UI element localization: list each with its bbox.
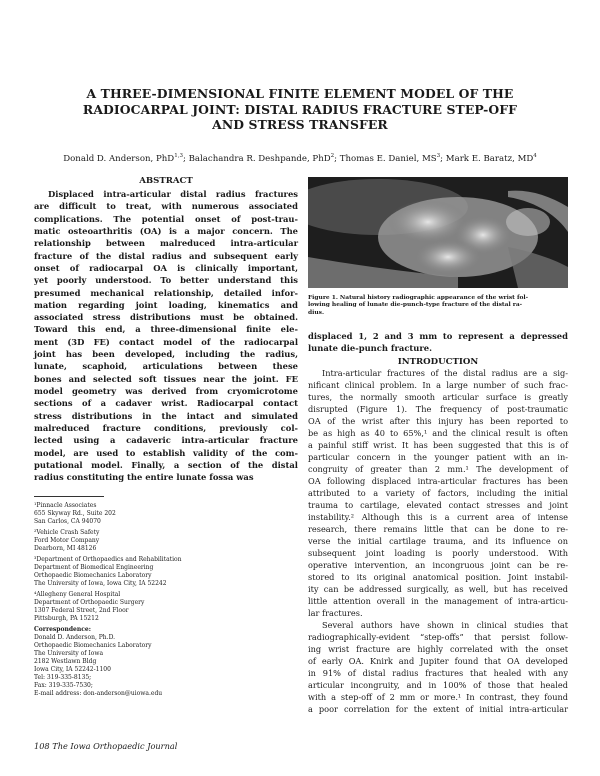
paper-title	[60, 86, 540, 133]
footnote-divider	[34, 496, 104, 497]
affiliation-line: Pittsburgh, PA 15212	[34, 615, 99, 622]
abstract-line: radius constituting the entire lunate fossa was	[34, 472, 254, 483]
introduction-line: Several authors have shown in clinical studies that	[322, 619, 568, 630]
affiliation-line: Department of Biomedical Engineering	[34, 564, 154, 571]
introduction-heading: INTRODUCTION	[397, 357, 479, 367]
abstract-line: putational model. Finally, a section of the distal	[34, 459, 298, 470]
introduction-text	[308, 368, 568, 716]
page-footer: 108 The Iowa Orthopaedic Journal	[34, 741, 178, 751]
introduction-line: articular incongruity, and in 100% of those that healed	[308, 679, 568, 690]
introduction-line: instability.² Although this is a current area of intense	[308, 511, 568, 522]
introduction-line: radiographically-evident “step-offs” that persist follow-	[308, 631, 568, 642]
introduction-line: in 91% of distal radius fractures that healed with any	[308, 667, 568, 678]
abstract-line: lunate die-punch fracture.	[308, 343, 433, 353]
caption-line: Figure 1. Natural history radiographic appearance of the wrist fol-	[308, 294, 529, 301]
abstract-line: complications. The potential onset of post-trau-	[34, 213, 298, 224]
introduction-line: a painful stiff wrist. It has been suggested that this is of	[308, 439, 568, 450]
affiliation-line: San Carlos, CA 94070	[34, 518, 101, 525]
radiograph-image	[308, 177, 568, 288]
introduction-line: particular concern in the younger patient with an in-	[308, 451, 568, 462]
affiliation-line: Department of Orthopaedic Surgery	[34, 599, 145, 606]
introduction-line: congruity of greater than 2 mm.¹ The development of	[308, 463, 568, 474]
introduction-line: of early OA. Knirk and Jupiter found that OA developed	[308, 655, 568, 666]
affiliation-line: The University of Iowa, Iowa City, IA 52242	[34, 580, 167, 587]
affiliation-line: Orthopaedic Biomechanics Laboratory	[34, 572, 152, 579]
title-line: AND STRESS TRANSFER	[212, 117, 388, 132]
correspondence-line: 2182 Westlawn Bldg	[34, 658, 97, 665]
title-line: RADIOCARPAL JOINT: DISTAL RADIUS FRACTURE STEP-OFF	[82, 101, 518, 117]
abstract-line: fracture of the distal radius and subsequent early	[34, 250, 298, 261]
affiliation-mark: 3	[436, 153, 441, 159]
abstract-line: relationship between malreduced intra-articular	[34, 238, 298, 249]
introduction-line: tures, the normally smooth articular surface is greatly	[308, 391, 568, 402]
affiliation-line: 655 Skyway Rd., Suite 202	[34, 510, 116, 517]
affiliation-line: ¹Pinnacle Associates	[34, 502, 97, 509]
abstract-heading: ABSTRACT	[139, 176, 193, 186]
figure-caption	[308, 294, 568, 316]
affiliation-line: ⁴Allegheny General Hospital	[34, 591, 121, 598]
introduction-line: little attention overall in the management of intra-articu-	[308, 595, 568, 606]
correspondence-line: Tel: 319-335-8135;	[34, 674, 92, 681]
abstract-line: presumed mechanical relationship, detailed infor-	[34, 287, 298, 298]
abstract-line: matic osteoarthritis (OA) is a major concern. The	[34, 225, 298, 236]
introduction-line: research, there remains little that can be done to re-	[308, 523, 568, 534]
affiliation-footnotes	[34, 502, 298, 701]
abstract-line: stress distributions in the intact and simulated	[34, 410, 298, 421]
introduction-line: subsequent joint loading is poorly understood. With	[308, 547, 568, 558]
abstract-line: Displaced intra-articular distal radius fractures	[48, 189, 298, 199]
affiliation-line: ³Department of Orthopaedics and Rehabilitation	[34, 556, 182, 563]
abstract-line: sections of a cadaver wrist. Radiocarpal contact	[34, 398, 298, 409]
abstract-line: lunate, scaphoid, articulations between these	[34, 361, 298, 372]
author-name: ; Balachandra R. Deshpande, PhD	[182, 153, 331, 164]
correspondence-line: Donald D. Anderson, Ph.D.	[34, 634, 116, 641]
introduction-line: trauma to cartilage, elevated contact stresses and joint	[308, 499, 568, 510]
affiliation-mark: 4	[533, 153, 537, 159]
introduction-line: ing wrist fracture are highly correlated with the onset	[308, 643, 568, 654]
correspondence-heading: Correspondence:	[34, 626, 91, 633]
abstract-line: malreduced fracture conditions, previously col-	[34, 422, 298, 433]
correspondence-line: Orthopaedic Biomechanics Laboratory	[34, 642, 152, 649]
abstract-line: ment (3D FE) contact model of the radiocarpal	[34, 336, 298, 347]
affiliation-mark: 2	[330, 153, 335, 159]
introduction-line: OA of the wrist after this injury has been reported to	[308, 415, 568, 426]
abstract-line: mation regarding joint loading, kinematics and	[34, 299, 298, 310]
abstract-line: model, are used to establish validity of the com-	[34, 447, 298, 458]
abstract-text	[34, 188, 298, 484]
affiliation-line: ²Vehicle Crash Safety	[34, 529, 100, 536]
affiliation-block	[34, 591, 298, 623]
correspondence-line: E-mail address: don-anderson@uiowa.edu	[34, 690, 163, 697]
affiliation-block	[34, 529, 298, 553]
title-line: A THREE-DIMENSIONAL FINITE ELEMENT MODEL OF THE	[86, 86, 514, 101]
introduction-line: ity can be addressed surgically, as well, but has received	[308, 583, 568, 594]
author-name: ; Thomas E. Daniel, MS	[334, 153, 437, 164]
correspondence-block	[34, 626, 298, 698]
correspondence-line: Fax: 319-335-7530;	[34, 682, 93, 689]
correspondence-line: Iowa City, IA 52242-1100	[34, 666, 111, 673]
abstract-line: model geometry was derived from cryomicrotome	[34, 386, 298, 396]
affiliation-line: Ford Motor Company	[34, 537, 100, 544]
introduction-line: nificant clinical problem. In a large number of such frac-	[308, 379, 568, 390]
introduction-line: be as high as 40 to 65%,¹ and the clinical result is often	[308, 427, 568, 438]
abstract-line: associated stress distributions must be obtained.	[34, 312, 298, 323]
introduction-line: stored to its original anatomical position. Joint instabil-	[308, 571, 568, 582]
abstract-line: joint has been developed, including the radius,	[34, 349, 298, 360]
caption-line: lowing healing of lunate die-punch-type fracture of the distal ra-	[308, 301, 523, 309]
introduction-line: Intra-articular fractures of the distal radius are a sig-	[322, 368, 568, 378]
affiliation-line: Dearborn, MI 48126	[34, 545, 97, 552]
correspondence-line: The University of Iowa	[34, 650, 104, 657]
introduction-line: with a step-off of 2 mm or more.¹ In contrast, they found	[308, 691, 568, 702]
affiliation-block	[34, 556, 298, 588]
introduction-line: verse the initial cartilage trauma, and its influence on	[308, 535, 568, 546]
caption-line: dius.	[308, 308, 325, 316]
wrist-radiograph-figure	[308, 177, 568, 288]
introduction-line: a poor correlation for the extent of initial intra-articular	[308, 703, 568, 714]
author-name: Donald D. Anderson, PhD	[63, 153, 175, 164]
author-name: ; Mark E. Baratz, MD	[440, 153, 534, 164]
affiliation-mark: 1,3	[174, 153, 183, 159]
abstract-line: yet poorly understood. To better understand this	[34, 275, 298, 286]
abstract-line: Toward this end, a three-dimensional finite ele-	[34, 324, 298, 335]
abstract-line: are difficult to treat, with numerous associated	[34, 201, 298, 212]
affiliation-line: 1307 Federal Street, 2nd Floor	[34, 607, 129, 614]
introduction-line: operative intervention, an incongruous joint can be re-	[308, 559, 568, 570]
introduction-line: disrupted (Figure 1). The frequency of post-traumatic	[308, 403, 568, 414]
abstract-line: lected using a cadaveric intra-articular fracture	[34, 435, 298, 446]
introduction-line: OA following displaced intra-articular fractures has been	[308, 475, 568, 486]
author-list	[30, 153, 570, 164]
introduction-line: lar fractures.	[308, 607, 363, 618]
abstract-line: displaced 1, 2 and 3 mm to represent a depressed	[308, 331, 568, 341]
introduction-line: attributed to a variety of factors, including the initial	[308, 487, 568, 498]
abstract-line: bones and selected soft tissues near the joint. FE	[34, 373, 298, 384]
affiliation-block	[34, 502, 298, 526]
abstract-line: onset of radiocarpal OA is clinically important,	[34, 262, 298, 273]
abstract-continuation	[308, 330, 568, 354]
